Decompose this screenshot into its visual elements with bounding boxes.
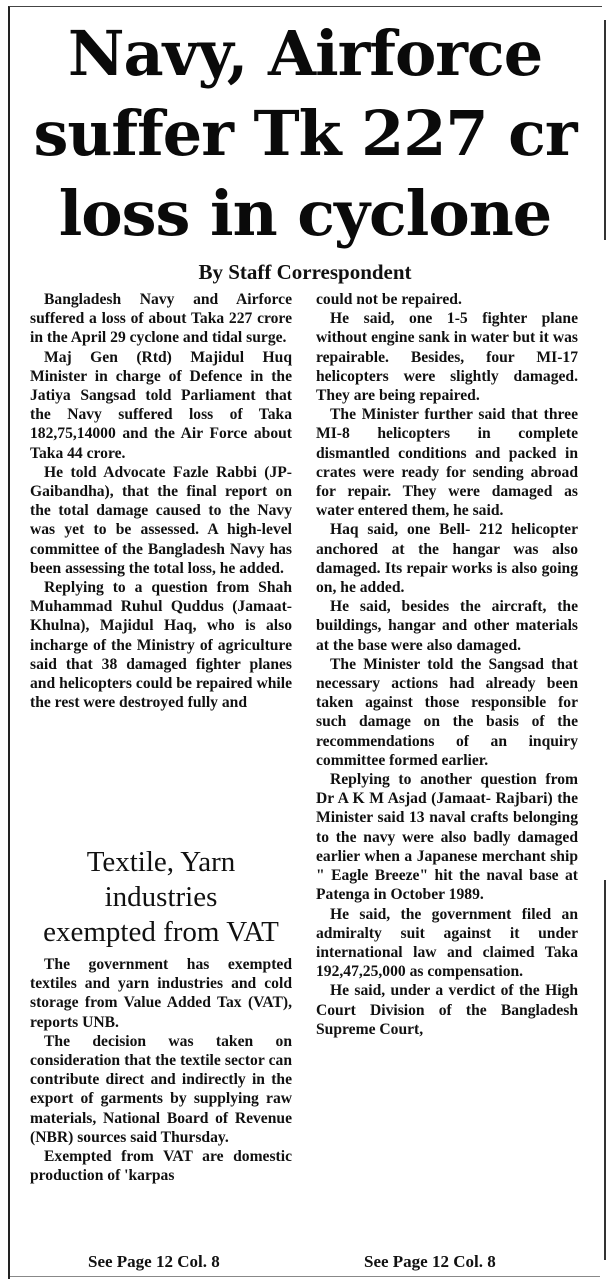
article-paragraph: Replying to a question from Shah Muhammad Ruhul Quddus (Jamaat-Khulna), Majidul Haq, who is also incharge of the Ministry of agriculture said that 38 damaged fighter planes and helicopters could be repaired while the rest were destroyed fully and xyxy=(30,579,292,712)
article-paragraph: Bangladesh Navy and Airforce suffered a loss of about Taka 227 crore in the April 29 cyclone and tidal surge. xyxy=(30,291,292,347)
sub-article-column xyxy=(30,955,292,1250)
main-headline xyxy=(0,14,610,254)
sub-headline-line: exempted from VAT xyxy=(43,916,279,948)
article-paragraph: Maj Gen (Rtd) Majidul Huq Minister in charge of Defence in the Jatiya Sangsad told Parliament that the Navy suffered loss of Taka 182,75,14000 and the Air Force about Taka 44 crore. xyxy=(30,348,292,462)
article-paragraph: Replying to another question from Dr A K M Asjad (Jamaat- Rajbari) the Minister said 13 naval crafts belonging to the navy were also badly damaged earlier when a Japanese merchant ship " Eagle Breeze" hit the naval base at Patenga in October 1989. xyxy=(316,771,578,904)
article-paragraph: Exempted from VAT are domestic production of 'karpas xyxy=(30,1148,292,1185)
byline: By Staff Correspondent xyxy=(198,260,412,284)
article-paragraph: The decision was taken on consideration that the textile sector can contribute direct and indirectly in the export of garments by supplying raw materials, National Board of Revenue (NBR) sources said Thursday. xyxy=(30,1032,292,1146)
sub-headline-line: industries xyxy=(104,881,218,913)
article-column-right xyxy=(316,290,578,1246)
headline-line: Navy, Airforce xyxy=(67,17,543,90)
edge-mark xyxy=(604,20,606,240)
article-paragraph: He said, under a verdict of the High Court Division of the Bangladesh Supreme Court, xyxy=(316,982,578,1038)
article-paragraph: He said, besides the aircraft, the buildings, hangar and other materials at the base were also damaged. xyxy=(316,598,578,654)
bottom-rule xyxy=(10,1276,600,1277)
headline-line: suffer Tk 227 cr xyxy=(33,97,577,170)
continued-reference: See Page 12 Col. 8 xyxy=(88,1252,220,1271)
article-paragraph: The Minister told the Sangsad that necessary actions had already been taken against those responsible for such damage on the basis of the recommendations of an inquiry committee formed earlier. xyxy=(316,655,578,769)
sub-headline-line: Textile, Yarn xyxy=(86,846,236,878)
headline-line: loss in cyclone xyxy=(58,177,552,250)
edge-mark xyxy=(604,880,606,1260)
article-paragraph: The Minister further said that three MI-8 helicopters in complete dismantled conditions and packed in crates were ready for sending abroad for repair. They were damaged as water entered them, he said. xyxy=(316,406,578,520)
continued-reference: See Page 12 Col. 8 xyxy=(364,1252,496,1271)
article-column-left xyxy=(30,290,292,838)
article-paragraph: could not be repaired. xyxy=(316,291,462,308)
sub-headline xyxy=(22,845,300,950)
article-paragraph: He said, the government filed an admiralty suit against it under international law and claimed Taka 192,47,25,000 as compensation. xyxy=(316,905,578,981)
article-paragraph: Haq said, one Bell- 212 helicopter anchored at the hangar was also damaged. Its repair works is also going on, he added. xyxy=(316,521,578,597)
article-paragraph: He told Advocate Fazle Rabbi (JP-Gaibandha), that the final report on the total damage caused to the Navy was yet to be assessed. A high-level committee of the Bangladesh Navy has been assessing the total loss, he added. xyxy=(30,463,292,577)
article-paragraph: He said, one 1-5 fighter plane without engine sank in water but it was repairable. Besides, four MI-17 helicopters were slightly damaged. They are being repaired. xyxy=(316,310,578,405)
article-paragraph: The government has exempted textiles and yarn industries and cold storage from Value Added Tax (VAT), reports UNB. xyxy=(30,956,292,1031)
